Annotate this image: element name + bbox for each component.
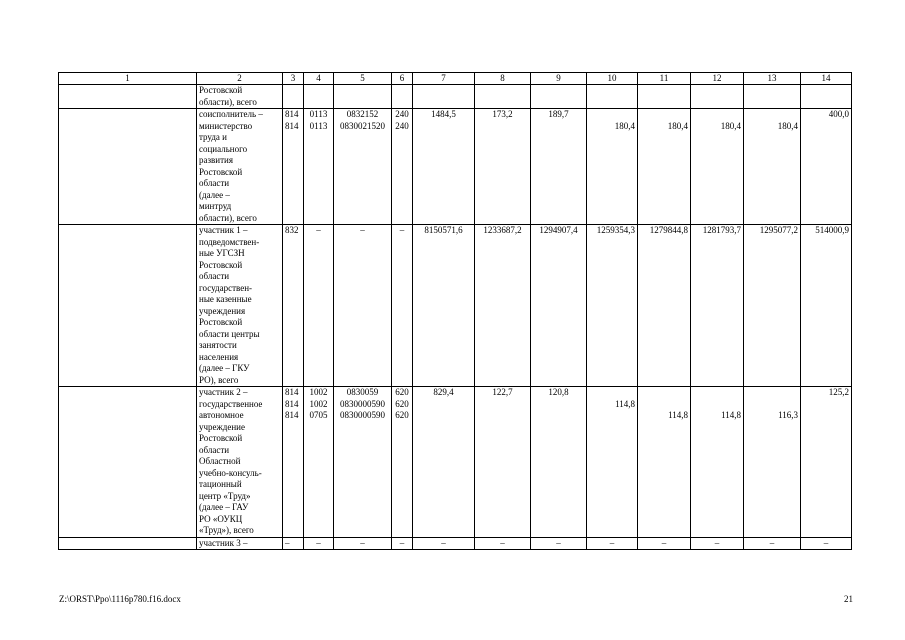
table-cell — [638, 225, 691, 387]
cell-value: – — [769, 537, 775, 548]
table-cell — [587, 109, 638, 225]
table-cell — [392, 109, 413, 225]
table-cell — [304, 109, 334, 225]
cell-text-line: Ростовской — [199, 317, 243, 327]
table-cell — [691, 85, 744, 109]
cell-value: 180,4 — [614, 120, 635, 131]
cell-text-line: РО «ОУКЦ — [199, 513, 243, 524]
cell-value: – — [714, 537, 720, 548]
table-cell — [413, 225, 475, 387]
table-cell — [334, 387, 392, 538]
cell-value: 1281793,7 — [702, 225, 741, 235]
cell-value: – — [441, 537, 446, 548]
cell-text-line: 0113 — [309, 120, 328, 131]
cell-value: 189,7 — [548, 109, 569, 119]
table-cell — [197, 85, 283, 109]
cell-text-line: – — [316, 225, 321, 235]
cell-text-line: 1002 — [309, 387, 328, 397]
cell-text-line: Ростовской — [199, 85, 243, 95]
cell-value: 122,7 — [492, 387, 513, 397]
table-cell — [392, 537, 413, 550]
table-cell — [801, 537, 852, 550]
table-cell — [197, 109, 283, 225]
cell-value: 114,8 — [668, 410, 688, 420]
cell-text-line: ные УГСЗН — [199, 248, 245, 258]
cell-text-line: – — [399, 537, 405, 548]
table-row — [59, 387, 852, 538]
cell-text-line: 0830000590 — [340, 410, 385, 420]
table-cell — [587, 225, 638, 387]
table-row — [59, 225, 852, 387]
table-cell — [197, 387, 283, 538]
cell-value: 116,3 — [778, 410, 798, 420]
cell-text-line: государствен- — [199, 282, 253, 293]
cell-text-line: занятости — [199, 340, 237, 350]
cell-value: – — [823, 537, 829, 548]
cell-text-line: участник 2 – — [199, 387, 248, 397]
cell-text-line: 0830000590 — [340, 398, 385, 409]
header-cell: 3 — [283, 73, 304, 85]
cell-value — [693, 85, 741, 97]
cell-text-line: – — [399, 225, 405, 235]
cell-value — [533, 85, 584, 97]
cell-value: 114,8 — [721, 410, 741, 420]
cell-value: 120,8 — [548, 387, 569, 397]
cell-value: – — [556, 537, 561, 548]
header-cell: 6 — [392, 73, 413, 85]
table-cell — [638, 85, 691, 109]
table-cell — [531, 537, 587, 550]
cell-text-line: социального — [199, 143, 248, 154]
table-cell — [691, 225, 744, 387]
cell-text-line: 832 — [285, 225, 299, 235]
cell-text-line: 814 — [285, 109, 299, 119]
table-cell — [531, 109, 587, 225]
table-cell — [304, 225, 334, 387]
table-cell — [197, 225, 283, 387]
table-cell — [413, 109, 475, 225]
cell-value: 1294907,4 — [539, 225, 578, 235]
table-row — [59, 109, 852, 225]
header-cell: 10 — [587, 73, 638, 85]
cell-text-line: «Труд»), всего — [199, 525, 254, 535]
cell-text-line: Ростовской — [199, 259, 243, 270]
table-cell — [587, 537, 638, 550]
cell-value — [803, 85, 849, 97]
cell-value: 1259354,3 — [596, 225, 635, 235]
cell-text-line: автономное — [199, 410, 244, 420]
cell-text-line: Ростовской — [199, 433, 243, 443]
table-cell — [197, 537, 283, 550]
table-cell — [638, 387, 691, 538]
table-cell — [392, 225, 413, 387]
cell-text-line: области), всего — [199, 212, 257, 223]
budget-table — [58, 72, 852, 550]
cell-value: – — [661, 537, 667, 548]
table-cell — [691, 387, 744, 538]
table-cell — [334, 85, 392, 109]
cell-text-line: 0705 — [309, 410, 328, 420]
table-cell — [691, 537, 744, 550]
cell-value: 180,4 — [720, 120, 741, 131]
table-row — [59, 85, 852, 109]
header-cell: 11 — [638, 73, 691, 85]
table-cell — [475, 225, 531, 387]
header-cell: 9 — [531, 73, 587, 85]
header-cell: 4 — [304, 73, 334, 85]
table-cell — [59, 537, 197, 550]
cell-text-line: 1002 — [309, 398, 328, 409]
cell-text-line: министерство — [199, 120, 253, 131]
table-cell — [283, 109, 304, 225]
table-row — [59, 537, 852, 550]
cell-text-line: РО), всего — [199, 374, 239, 385]
cell-text-line: 240 — [395, 120, 409, 131]
cell-text-line: – — [360, 537, 365, 548]
cell-text-line: 620 — [395, 398, 409, 409]
cell-value: – — [500, 537, 505, 548]
cell-text-line: труда и — [199, 132, 227, 142]
cell-value: 400,0 — [828, 109, 849, 119]
table-cell — [638, 537, 691, 550]
cell-text-line: 814 — [285, 120, 299, 131]
cell-value: 829,4 — [433, 387, 454, 397]
table-cell — [475, 85, 531, 109]
table-cell — [638, 109, 691, 225]
cell-value: 1279844,8 — [649, 225, 688, 235]
cell-text-line: области — [199, 271, 230, 281]
table-cell — [587, 387, 638, 538]
cell-value: 180,4 — [777, 120, 798, 131]
header-cell: 13 — [744, 73, 801, 85]
table-cell — [413, 537, 475, 550]
table-cell — [691, 109, 744, 225]
table-cell — [801, 109, 852, 225]
header-cell: 14 — [801, 73, 852, 85]
cell-text-line: тационный — [199, 479, 242, 489]
cell-text-line: 240 — [395, 109, 409, 119]
cell-value: 1484,5 — [431, 109, 456, 119]
table-cell — [59, 387, 197, 538]
table-cell — [304, 85, 334, 109]
cell-value — [477, 85, 528, 97]
cell-text-line: 814 — [285, 387, 299, 397]
header-cell: 1 — [59, 73, 197, 85]
cell-text-line: центр «Труд» — [199, 490, 251, 501]
table-cell — [531, 225, 587, 387]
table-cell — [531, 387, 587, 538]
table-cell — [475, 537, 531, 550]
page-number: 21 — [844, 594, 853, 604]
header-cell: 5 — [334, 73, 392, 85]
header-cell: 12 — [691, 73, 744, 85]
cell-text-line: Областной — [199, 456, 241, 466]
table-cell — [744, 85, 801, 109]
table-cell — [304, 387, 334, 538]
table-cell — [283, 537, 304, 550]
cell-text-line: государственное — [199, 398, 263, 409]
cell-text-line: (далее – ГАУ — [199, 502, 249, 512]
table-cell — [413, 85, 475, 109]
cell-text-line: 0832152 — [346, 109, 379, 119]
table-cell — [587, 85, 638, 109]
cell-text-line: участник 3 – — [199, 537, 248, 548]
table-cell — [283, 387, 304, 538]
table-cell — [801, 387, 852, 538]
cell-value: 180,4 — [667, 120, 688, 131]
cell-text-line: области), всего — [199, 96, 257, 107]
cell-value: 514000,9 — [815, 225, 849, 235]
cell-value: – — [609, 537, 615, 548]
cell-value: 8150571,6 — [424, 225, 463, 235]
cell-value — [746, 85, 798, 97]
table-cell — [744, 225, 801, 387]
table-cell — [59, 85, 197, 109]
table-cell — [334, 109, 392, 225]
cell-text-line: (далее – ГКУ — [199, 363, 250, 373]
cell-text-line: 620 — [395, 387, 409, 397]
cell-text-line: соисполнитель – — [199, 109, 263, 119]
table-cell — [392, 387, 413, 538]
header-cell: 8 — [475, 73, 531, 85]
cell-value: 173,2 — [492, 109, 513, 119]
table-cell — [475, 387, 531, 538]
table-cell — [59, 225, 197, 387]
cell-text-line: учреждения — [199, 305, 246, 316]
cell-text-line: 0113 — [309, 109, 328, 119]
file-path: Z:\ORST\Ppo\1116p780.f16.docx — [59, 594, 181, 604]
table-cell — [59, 109, 197, 225]
header-cell: 2 — [197, 73, 283, 85]
table-cell — [744, 387, 801, 538]
table-cell — [392, 85, 413, 109]
cell-text-line: развития — [199, 155, 234, 165]
cell-text-line: Ростовской — [199, 166, 243, 177]
cell-text-line: области центры — [199, 328, 260, 339]
cell-text-line: 0830059 — [346, 387, 379, 397]
cell-value — [589, 85, 635, 97]
cell-text-line: 814 — [285, 398, 299, 409]
cell-value — [415, 85, 472, 97]
table-cell — [304, 537, 334, 550]
table-cell — [334, 225, 392, 387]
table-cell — [744, 109, 801, 225]
cell-value: 1233687,2 — [483, 225, 522, 235]
cell-text-line: подведомствен- — [199, 236, 260, 247]
table-cell — [334, 537, 392, 550]
cell-text-line: учреждение — [199, 421, 245, 432]
cell-text-line: – — [285, 537, 290, 548]
table-cell — [413, 387, 475, 538]
cell-text-line: ные казенные — [199, 294, 252, 304]
cell-text-line: области — [199, 178, 230, 188]
table-cell — [475, 109, 531, 225]
cell-text-line: – — [360, 225, 365, 235]
cell-text-line: минтруд — [199, 201, 232, 211]
cell-text-line: 620 — [395, 410, 409, 420]
cell-text-line: населения — [199, 351, 239, 362]
table-cell — [283, 225, 304, 387]
cell-text-line: участник 1 – — [199, 225, 248, 235]
cell-value: 114,8 — [615, 398, 635, 409]
table-body — [59, 85, 852, 550]
cell-text-line: 814 — [285, 410, 299, 420]
header-cell: 7 — [413, 73, 475, 85]
table-cell — [744, 537, 801, 550]
table-cell — [801, 225, 852, 387]
table-cell — [283, 85, 304, 109]
cell-text-line: (далее – — [199, 189, 230, 200]
cell-value: 125,2 — [828, 387, 849, 397]
cell-text-line: – — [316, 537, 321, 548]
table-cell — [531, 85, 587, 109]
table-cell — [801, 85, 852, 109]
cell-value — [640, 85, 688, 97]
cell-value: 1295077,2 — [759, 225, 798, 235]
column-number-row — [59, 73, 852, 85]
cell-text-line: учебно-консуль- — [199, 467, 262, 478]
cell-text-line: области — [199, 444, 230, 455]
cell-text-line: 0830021520 — [340, 120, 385, 131]
